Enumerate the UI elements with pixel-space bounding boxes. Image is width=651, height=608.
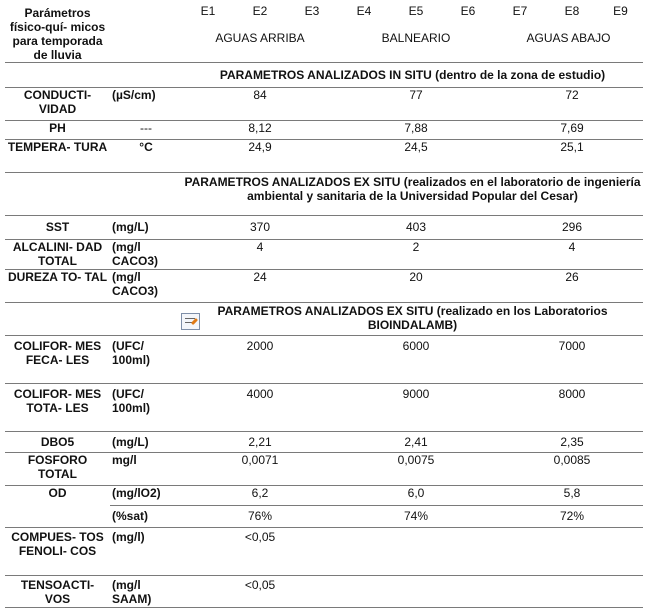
section-ex-situ-lab: PARAMETROS ANALIZADOS EX SITU (realizados en el laboratorio de ingeniería ambiental y sanitaria de la Universidad Popular del Cesar) xyxy=(182,173,643,216)
unit-temperatura: °C xyxy=(110,140,182,173)
value-cell: 74% xyxy=(390,506,442,528)
station-e6: E6 xyxy=(460,4,476,18)
station-e3: E3 xyxy=(304,4,320,18)
station-e1: E1 xyxy=(200,4,216,18)
value-cell: 9000 xyxy=(390,384,442,432)
edit-note-icon[interactable] xyxy=(181,313,200,330)
value-cell: 20 xyxy=(390,270,442,303)
unit-dureza: (mg/l CACO3) xyxy=(110,270,182,303)
param-coliformes-fecales: COLIFOR- MES FECA- LES xyxy=(5,336,110,384)
unit-conductividad: (µS/cm) xyxy=(110,88,182,121)
value-cell: 8000 xyxy=(546,384,598,432)
section-in-situ: PARAMETROS ANALIZADOS IN SITU (dentro de la zona de estudio) xyxy=(182,63,643,88)
value-cell: 72 xyxy=(546,88,598,121)
param-tensoactivos: TENSOACTI- VOS xyxy=(5,576,110,608)
unit-fosforo: mg/l xyxy=(110,453,182,486)
table-description: Parámetros físico-quí- micos para temporada de lluvia xyxy=(5,4,110,63)
param-alcalinidad: ALCALINI- DAD TOTAL xyxy=(5,240,110,270)
param-ph: PH xyxy=(5,121,110,140)
value-cell: 7,69 xyxy=(546,121,598,140)
value-cell: 84 xyxy=(234,88,286,121)
param-dbo5: DBO5 xyxy=(5,432,110,453)
zone-aguas-abajo: AGUAS ABAJO xyxy=(494,31,643,62)
value-cell: 0,0071 xyxy=(234,453,286,486)
unit-fenolicos: (mg/l) xyxy=(110,528,182,576)
value-cell: 403 xyxy=(390,216,442,240)
value-cell: 2 xyxy=(390,240,442,270)
water-quality-table xyxy=(5,4,643,608)
value-cell: 2,35 xyxy=(546,432,598,453)
value-cell: 2,41 xyxy=(390,432,442,453)
value-cell: 26 xyxy=(546,270,598,303)
value-cell: 24,9 xyxy=(234,140,286,173)
unit-od-sat: (%sat) xyxy=(110,506,182,528)
value-cell: 296 xyxy=(546,216,598,240)
value-cell: 24,5 xyxy=(390,140,442,173)
value-cell: 6,0 xyxy=(390,486,442,506)
value-cell: 6000 xyxy=(390,336,442,384)
value-cell: 4 xyxy=(234,240,286,270)
value-cell: 72% xyxy=(546,506,598,528)
unit-ph: --- xyxy=(110,121,182,140)
station-e4: E4 xyxy=(356,4,372,18)
param-coliformes-totales: COLIFOR- MES TOTA- LES xyxy=(5,384,110,432)
zone-aguas-arriba: AGUAS ARRIBA xyxy=(182,31,338,62)
value-cell: 370 xyxy=(234,216,286,240)
param-od: OD xyxy=(5,486,110,528)
value-cell: 0,0075 xyxy=(390,453,442,486)
value-cell: 8,12 xyxy=(234,121,286,140)
value-cell: 4000 xyxy=(234,384,286,432)
station-e2: E2 xyxy=(252,4,268,18)
value-cell: 2,21 xyxy=(234,432,286,453)
value-cell: 76% xyxy=(234,506,286,528)
unit-sst: (mg/L) xyxy=(110,216,182,240)
value-cell: <0,05 xyxy=(234,576,286,608)
station-e7: E7 xyxy=(512,4,528,18)
param-temperatura: TEMPERA- TURA xyxy=(5,140,110,173)
station-e9: E9 xyxy=(613,4,628,18)
station-e5: E5 xyxy=(408,4,424,18)
unit-coliformes-fecales: (UFC/ 100ml) xyxy=(110,336,182,384)
value-cell: 2000 xyxy=(234,336,286,384)
param-sst: SST xyxy=(5,216,110,240)
section-ex-situ-bio: PARAMETROS ANALIZADOS EX SITU (realizado en los Laboratorios BIOINDALAMB) xyxy=(182,303,643,336)
pencil-icon xyxy=(191,318,198,325)
value-cell: 25,1 xyxy=(546,140,598,173)
station-e8: E8 xyxy=(564,4,580,18)
zone-balneario: BALNEARIO xyxy=(338,31,494,62)
value-cell: 7000 xyxy=(546,336,598,384)
value-cell: 4 xyxy=(546,240,598,270)
value-cell: 0,0085 xyxy=(546,453,598,486)
value-cell: 24 xyxy=(234,270,286,303)
param-fenolicos: COMPUES- TOS FENOLI- COS xyxy=(5,528,110,576)
value-cell: <0,05 xyxy=(234,528,286,576)
unit-tensoactivos: (mg/l SAAM) xyxy=(110,576,182,608)
value-cell: 6,2 xyxy=(234,486,286,506)
param-fosforo: FOSFORO TOTAL xyxy=(5,453,110,486)
unit-od-mg: (mg/lO2) xyxy=(110,486,182,506)
value-cell: 5,8 xyxy=(546,486,598,506)
value-cell: 7,88 xyxy=(390,121,442,140)
param-conductividad: CONDUCTI- VIDAD xyxy=(5,88,110,121)
param-dureza: DUREZA TO- TAL xyxy=(5,270,110,303)
unit-coliformes-totales: (UFC/ 100ml) xyxy=(110,384,182,432)
unit-alcalinidad: (mg/l CACO3) xyxy=(110,240,182,270)
value-cell: 77 xyxy=(390,88,442,121)
unit-dbo5: (mg/L) xyxy=(110,432,182,453)
